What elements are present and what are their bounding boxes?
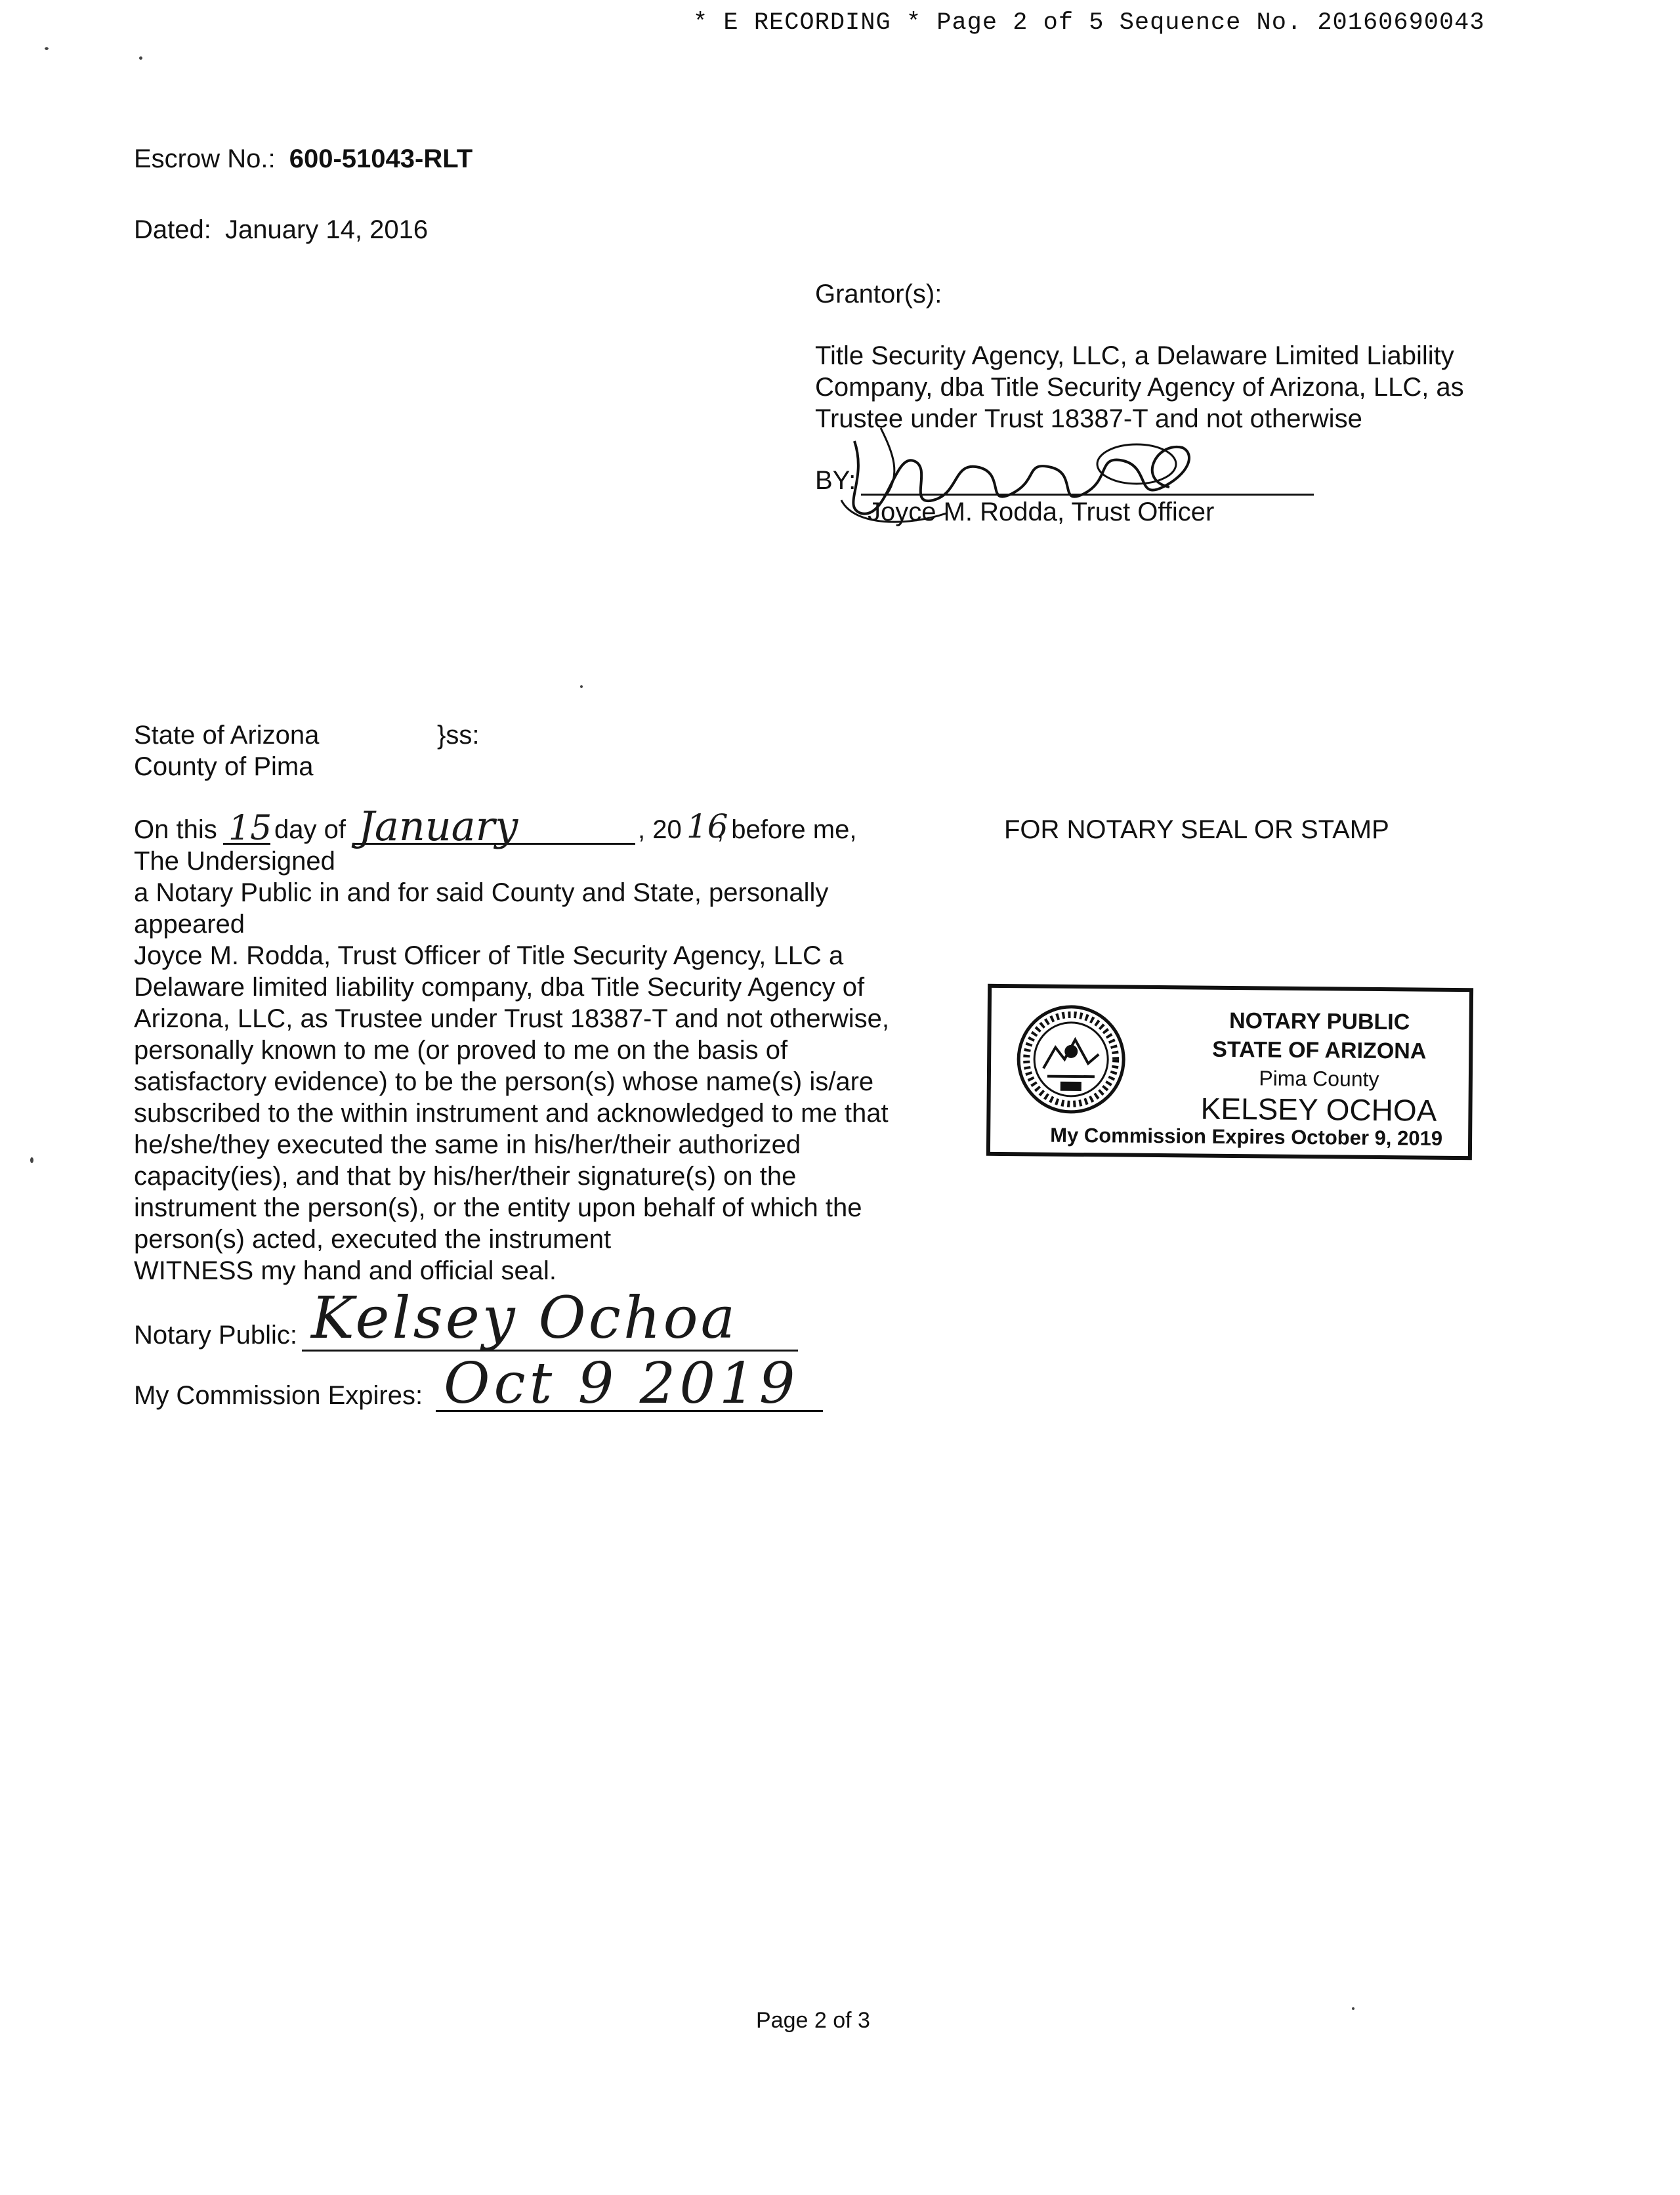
scan-speck bbox=[1352, 2007, 1354, 2010]
by-label: BY: bbox=[815, 466, 856, 495]
ack-line-6: Arizona, LLC, as Trustee under Trust 18387-T and not otherwise, bbox=[134, 1004, 890, 1033]
year-handwritten: 16 bbox=[686, 807, 728, 845]
venue-ss: }ss: bbox=[437, 721, 480, 750]
ack-line-13: person(s) acted, executed the instrument bbox=[134, 1225, 612, 1254]
ack-line-10: he/she/they executed the same in his/her/their authorized bbox=[134, 1130, 801, 1159]
stamp-notary-name: KELSEY OCHOA bbox=[1200, 1091, 1437, 1128]
stamp-line-notary: NOTARY PUBLIC bbox=[1228, 1008, 1410, 1035]
scan-speck bbox=[30, 1157, 33, 1163]
dated-row bbox=[134, 214, 428, 245]
on-this-label: On this bbox=[134, 815, 217, 844]
commission-expires-handwritten: Oct 9 2019 bbox=[444, 1351, 799, 1417]
escrow-row bbox=[134, 143, 472, 175]
month-handwritten: January bbox=[358, 802, 518, 850]
stamp-commission: My Commission Expires October 9, 2019 bbox=[1050, 1123, 1443, 1150]
grantor-line-1: Title Security Agency, LLC, a Delaware Limited Liability bbox=[815, 341, 1454, 370]
notary-public-label: Notary Public: bbox=[134, 1321, 297, 1350]
venue-state: State of Arizona bbox=[134, 721, 320, 750]
grantor-line-3: Trustee under Trust 18387-T and not otherwise bbox=[815, 404, 1362, 433]
ack-line-1: The Undersigned bbox=[134, 847, 335, 876]
state-seal-icon bbox=[1014, 1002, 1127, 1116]
ack-line-4: Joyce M. Rodda, Trust Officer of Title Security Agency, LLC a bbox=[134, 941, 844, 970]
commission-expires-label: My Commission Expires: bbox=[134, 1381, 423, 1410]
ack-line-8: satisfactory evidence) to be the person(s) whose name(s) is/are bbox=[134, 1067, 874, 1096]
recording-header: * E RECORDING * Page 2 of 5 Sequence No. 20160690043 bbox=[693, 9, 1485, 37]
ack-line-2: a Notary Public in and for said County and State, personally bbox=[134, 878, 829, 907]
stamp-line-state: STATE OF ARIZONA bbox=[1212, 1036, 1427, 1064]
ack-line-3: appeared bbox=[134, 910, 245, 939]
scan-speck bbox=[580, 685, 583, 688]
before-me-text: , before me, bbox=[717, 815, 857, 844]
notary-stamp bbox=[986, 984, 1473, 1160]
grantor-signature bbox=[828, 415, 1222, 533]
ack-line-5: Delaware limited liability company, dba Title Security Agency of bbox=[134, 973, 865, 1002]
notary-signature: Kelsey Ochoa bbox=[311, 1284, 738, 1352]
grantor-line-2: Company, dba Title Security Agency of Arizona, LLC, as bbox=[815, 373, 1464, 402]
year-prefix: , 20 bbox=[638, 815, 682, 844]
day-of-label: day of bbox=[274, 815, 346, 844]
grantor-signer: Joyce M. Rodda, Trust Officer bbox=[868, 498, 1215, 526]
grantor-heading: Grantor(s): bbox=[815, 280, 942, 309]
escrow-number: 600-51043-RLT bbox=[289, 144, 473, 173]
ack-line-9: subscribed to the within instrument and acknowledged to me that bbox=[134, 1099, 889, 1128]
dated-value: January 14, 2016 bbox=[224, 215, 429, 244]
dated-label: Dated: bbox=[134, 215, 211, 244]
scan-speck bbox=[45, 47, 49, 50]
ack-line-11: capacity(ies), and that by his/her/their signature(s) on the bbox=[134, 1162, 797, 1191]
ack-line-7: personally known to me (or proved to me on the basis of bbox=[134, 1036, 788, 1065]
ack-line-14: WITNESS my hand and official seal. bbox=[134, 1256, 556, 1285]
venue-county: County of Pima bbox=[134, 752, 314, 781]
stamp-line-county: Pima County bbox=[1259, 1066, 1379, 1091]
page-footer: Page 2 of 3 bbox=[756, 2008, 870, 2033]
day-handwritten: 15 bbox=[228, 809, 272, 848]
escrow-label: Escrow No.: bbox=[134, 144, 276, 173]
ack-line-12: instrument the person(s), or the entity upon behalf of which the bbox=[134, 1193, 862, 1222]
scan-speck bbox=[139, 56, 142, 60]
notary-seal-label: FOR NOTARY SEAL OR STAMP bbox=[1004, 815, 1389, 844]
